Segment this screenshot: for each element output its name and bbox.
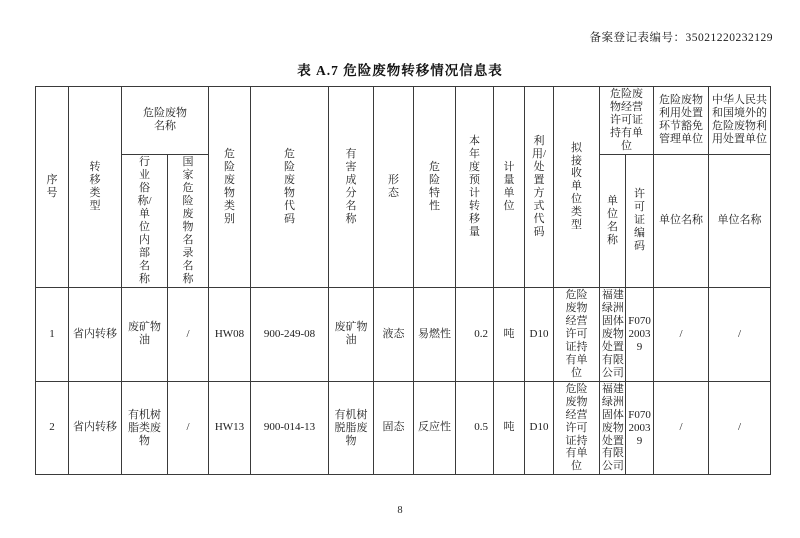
header-industry-alias: 行业俗称/单位内部名称 (122, 154, 168, 287)
cell-harmful-component: 废矿物油 (329, 287, 374, 381)
header-transfer-type: 转移类型 (69, 87, 122, 288)
header-overseas-unit-group: 中华人民共和国境外的危险废物利用处置单位 (709, 87, 771, 155)
header-receiver-type: 拟接收单位类型 (554, 87, 600, 288)
cell-industry-alias: 有机树脂类废物 (122, 381, 168, 475)
cell-harmful-component: 有机树脱脂废物 (329, 381, 374, 475)
header-harmful-component: 有害成分名称 (329, 87, 374, 288)
cell-national-list-name: / (168, 287, 209, 381)
cell-seq: 1 (36, 287, 69, 381)
cell-transfer-type: 省内转移 (69, 381, 122, 475)
filing-number: 备案登记表编号：35021220232129 (589, 32, 773, 44)
header-hazard-property: 危险特性 (414, 87, 456, 288)
header-exempt-unit-group: 危险废物利用处置环节豁免管理单位 (654, 87, 709, 155)
cell-exempt-unit-name: / (654, 381, 709, 475)
header-disposal-code: 利用/处置方式代码 (525, 87, 554, 288)
cell-form: 固态 (374, 381, 414, 475)
page-title: 表 A.7 危险废物转移情况信息表 (297, 63, 503, 78)
cell-national-list-name: / (168, 381, 209, 475)
header-license-holder-name: 单位名称 (600, 154, 626, 287)
header-seq: 序号 (36, 87, 69, 288)
cell-waste-category: HW08 (209, 287, 251, 381)
header-waste-name-group: 危险废物名称 (122, 87, 209, 155)
header-measure-unit: 计量单位 (494, 87, 525, 288)
header-waste-category: 危险废物类别 (209, 87, 251, 288)
cell-license-holder-name: 福建绿洲固体废物处置有限公司 (600, 287, 626, 381)
cell-seq: 2 (36, 381, 69, 475)
header-license-holder-group: 危险废物经营许可证持有单位 (600, 87, 654, 155)
cell-hazard-property: 反应性 (414, 381, 456, 475)
cell-disposal-code: D10 (525, 381, 554, 475)
header-form: 形态 (374, 87, 414, 288)
cell-hazard-property: 易燃性 (414, 287, 456, 381)
cell-annual-transfer: 0.5 (456, 381, 494, 475)
cell-license-holder-name: 福建绿洲固体废物处置有限公司 (600, 381, 626, 475)
cell-industry-alias: 废矿物油 (122, 287, 168, 381)
header-annual-transfer: 本年度预计转移量 (456, 87, 494, 288)
cell-overseas-unit-name: / (709, 287, 771, 381)
header-license-code: 许可证编码 (626, 154, 654, 287)
cell-transfer-type: 省内转移 (69, 287, 122, 381)
cell-annual-transfer: 0.2 (456, 287, 494, 381)
header-waste-code: 危险废物代码 (251, 87, 329, 288)
page-number: 8 (397, 505, 403, 516)
cell-exempt-unit-name: / (654, 287, 709, 381)
cell-waste-code: 900-014-13 (251, 381, 329, 475)
cell-disposal-code: D10 (525, 287, 554, 381)
cell-form: 液态 (374, 287, 414, 381)
header-row-group (36, 87, 771, 155)
cell-receiver-type: 危险废物经营许可证持有单位 (554, 287, 600, 381)
cell-receiver-type: 危险废物经营许可证持有单位 (554, 381, 600, 475)
cell-license-code: F07020039 (626, 287, 654, 381)
cell-license-code: F07020039 (626, 381, 654, 475)
header-national-list-name: 国家危险废物名录名称 (168, 154, 209, 287)
table-row (36, 381, 771, 475)
cell-waste-code: 900-249-08 (251, 287, 329, 381)
cell-waste-category: HW13 (209, 381, 251, 475)
cell-measure-unit: 吨 (494, 287, 525, 381)
waste-transfer-table (35, 86, 771, 475)
header-exempt-unit-name: 单位名称 (654, 154, 709, 287)
header-overseas-unit-name: 单位名称 (709, 154, 771, 287)
cell-measure-unit: 吨 (494, 381, 525, 475)
table-row (36, 287, 771, 381)
cell-overseas-unit-name: / (709, 381, 771, 475)
